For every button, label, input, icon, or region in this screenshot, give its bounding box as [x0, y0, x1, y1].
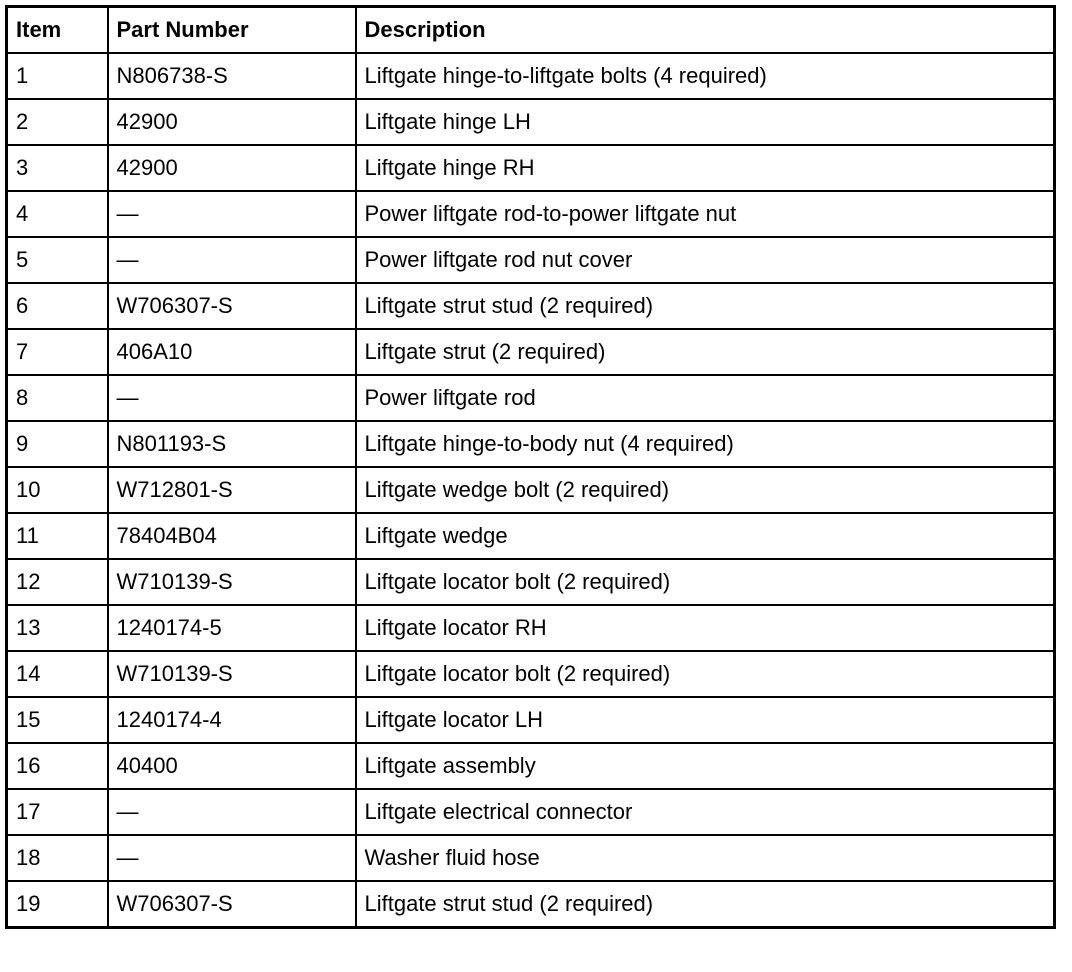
header-item: Item — [7, 7, 108, 54]
description-cell: Liftgate locator bolt (2 required) — [356, 559, 1055, 605]
header-description: Description — [356, 7, 1055, 54]
item-cell: 3 — [7, 145, 108, 191]
description-cell: Liftgate hinge LH — [356, 99, 1055, 145]
item-cell: 5 — [7, 237, 108, 283]
description-cell: Liftgate hinge RH — [356, 145, 1055, 191]
part-number-cell: W712801-S — [108, 467, 356, 513]
item-cell: 10 — [7, 467, 108, 513]
table-row — [7, 789, 1055, 835]
table-header-row — [7, 7, 1055, 54]
table-row — [7, 743, 1055, 789]
part-number-cell: N801193-S — [108, 421, 356, 467]
table-row — [7, 513, 1055, 559]
table-row — [7, 881, 1055, 928]
description-cell: Liftgate hinge-to-liftgate bolts (4 required) — [356, 53, 1055, 99]
item-cell: 19 — [7, 881, 108, 928]
part-number-cell: 1240174-4 — [108, 697, 356, 743]
table-row — [7, 467, 1055, 513]
table-row — [7, 329, 1055, 375]
description-cell: Liftgate locator LH — [356, 697, 1055, 743]
table-row — [7, 53, 1055, 99]
description-cell: Liftgate wedge — [356, 513, 1055, 559]
description-cell: Liftgate electrical connector — [356, 789, 1055, 835]
table-row — [7, 375, 1055, 421]
part-number-cell: W706307-S — [108, 881, 356, 928]
part-number-cell: W710139-S — [108, 651, 356, 697]
table-row — [7, 237, 1055, 283]
table-row — [7, 283, 1055, 329]
table-row — [7, 421, 1055, 467]
description-cell: Power liftgate rod — [356, 375, 1055, 421]
description-cell: Liftgate strut stud (2 required) — [356, 881, 1055, 928]
part-number-cell: 1240174-5 — [108, 605, 356, 651]
item-cell: 18 — [7, 835, 108, 881]
parts-table-container — [5, 5, 1056, 929]
item-cell: 1 — [7, 53, 108, 99]
description-cell: Power liftgate rod-to-power liftgate nut — [356, 191, 1055, 237]
part-number-cell: W710139-S — [108, 559, 356, 605]
description-cell: Liftgate strut (2 required) — [356, 329, 1055, 375]
part-number-cell: — — [108, 237, 356, 283]
description-cell: Liftgate wedge bolt (2 required) — [356, 467, 1055, 513]
item-cell: 17 — [7, 789, 108, 835]
part-number-cell: — — [108, 375, 356, 421]
item-cell: 14 — [7, 651, 108, 697]
part-number-cell: W706307-S — [108, 283, 356, 329]
table-row — [7, 835, 1055, 881]
item-cell: 16 — [7, 743, 108, 789]
part-number-cell: — — [108, 835, 356, 881]
description-cell: Washer fluid hose — [356, 835, 1055, 881]
item-cell: 8 — [7, 375, 108, 421]
item-cell: 4 — [7, 191, 108, 237]
parts-table — [5, 5, 1056, 929]
part-number-cell: 40400 — [108, 743, 356, 789]
description-cell: Liftgate locator bolt (2 required) — [356, 651, 1055, 697]
description-cell: Liftgate locator RH — [356, 605, 1055, 651]
table-row — [7, 191, 1055, 237]
item-cell: 13 — [7, 605, 108, 651]
item-cell: 6 — [7, 283, 108, 329]
table-row — [7, 651, 1055, 697]
part-number-cell: N806738-S — [108, 53, 356, 99]
part-number-cell: — — [108, 191, 356, 237]
item-cell: 15 — [7, 697, 108, 743]
description-cell: Liftgate assembly — [356, 743, 1055, 789]
table-row — [7, 697, 1055, 743]
item-cell: 11 — [7, 513, 108, 559]
header-part-number: Part Number — [108, 7, 356, 54]
table-row — [7, 559, 1055, 605]
part-number-cell: 406A10 — [108, 329, 356, 375]
description-cell: Power liftgate rod nut cover — [356, 237, 1055, 283]
table-row — [7, 605, 1055, 651]
item-cell: 2 — [7, 99, 108, 145]
part-number-cell: 42900 — [108, 145, 356, 191]
part-number-cell: 78404B04 — [108, 513, 356, 559]
table-row — [7, 145, 1055, 191]
description-cell: Liftgate strut stud (2 required) — [356, 283, 1055, 329]
item-cell: 9 — [7, 421, 108, 467]
part-number-cell: 42900 — [108, 99, 356, 145]
table-row — [7, 99, 1055, 145]
description-cell: Liftgate hinge-to-body nut (4 required) — [356, 421, 1055, 467]
item-cell: 7 — [7, 329, 108, 375]
part-number-cell: — — [108, 789, 356, 835]
table-body — [7, 53, 1055, 928]
item-cell: 12 — [7, 559, 108, 605]
